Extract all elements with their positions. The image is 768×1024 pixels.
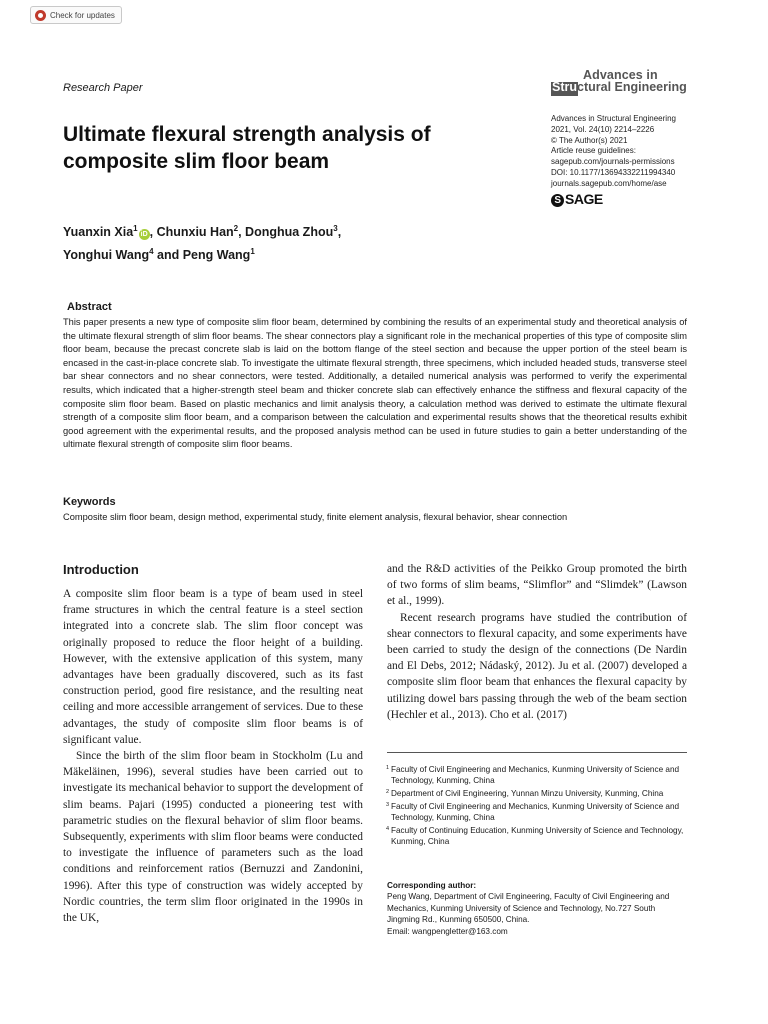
author-name[interactable]: Yuanxin Xia [63,225,134,239]
author-name[interactable]: Yonghui Wang [63,248,150,262]
corresponding-author-email[interactable]: Email: wangpengletter@163.com [387,926,508,936]
paragraph: Recent research programs have studied the contribution of shear connectors to flexural capacity, and some experiments have been carried to study the design of the connections (De Nardin and El Debs, 2012; Nádaský, 2012). Ju et al. (2007) developed a composite slim floor beam that enhances the flexural capacity by utilizing dowel bars passing through the web of the beam section (Hechler et al., 2013). Cho et al. (2017) [387,611,687,721]
introduction-heading: Introduction [63,562,139,577]
check-for-updates-label: Check for updates [50,10,115,20]
journal-name: Advances in Structural Engineering [551,114,676,123]
doi-link[interactable]: DOI: 10.1177/13694332211994340 [551,167,676,177]
body-column-left [63,586,363,926]
keywords-text: Composite slim floor beam, design method, experimental study, finite element analysis, flexural behavior, shear connection [63,512,568,522]
keywords-heading: Keywords [63,496,116,508]
sage-icon: S [551,194,564,207]
crossmark-icon [35,10,46,21]
journal-logo-line2: Structural Engineering [552,80,687,94]
corresponding-author-heading: Corresponding author: [387,881,477,890]
abstract-heading: Abstract [67,301,112,313]
body-column-right [387,561,687,723]
corresponding-author [387,880,687,937]
footnote: 2 Department of Civil Engineering, Yunnan Minzu University, Kunming, China [386,789,664,798]
check-for-updates-badge[interactable] [30,6,122,24]
author-name[interactable]: and Peng Wang [153,248,251,262]
abstract-text: This paper presents a new type of composite slim floor beam, determined by combining the results of an experimental study and theoretical analysis of the ultimate flexural strength of slim floor beams. The shear connectors play a significant role in the mechanical properties of this type of composite slim floor beam, because the precast concrete slab is laid on the bottom flange of the steel section and because the upper portion of the steel beam is encased in the cast-in-place concrete slab. To investigate the ultimate flexural strength, three specimens, which included headed studs, transverse steel bar shear connectors and no shear connectors, were tested. Additionally, a detailed numerical analysis was performed to verify the experimental results, which indicated that a higher-strength steel beam and thicker concrete slab can effectively enhance the stiffness and flexural capacity of the composite slim floor beam. Based on plastic mechanics and limit analysis theory, a calculation method was derived to estimate the ultimate flexural strength of a composite slim floor beam, and a comparison between the calculation and experimental results shows that the theoretical results exhibit good agreement with the experimental results, and the proposed analysis method can be used in future studies to gain a better understanding of the ultimate flexural strength of composite slim floor beams. [63,317,687,450]
journal-home-link[interactable]: journals.sagepub.com/home/ase [551,178,667,188]
journal-logo [551,68,691,98]
journal-logo-line1: Advances in [583,68,658,82]
author-name[interactable]: , Donghua Zhou [238,225,334,239]
paragraph: and the R&D activities of the Peikko Group promoted the birth of two forms of slim beams, “Slimflor” and “Slimdek” (Lawson et al., 1999). [387,563,687,608]
footnote: 3 Faculty of Civil Engineering and Mechanics, Kunming University of Science and Technology, Kunming, China [386,802,680,822]
paragraph: Since the birth of the slim floor beam in Stockholm (Lu and Mäkeläinen, 1996), several studies have been carried out to investigate its mechanical behavior to support the development of slim beams. Pajari (1995) conducted a pioneering test with parametric studies on the flexural behavior of slim floor beams. Subsequently, experiments with slim floor beams were conducted to investigate the influence of parameters such as the load conditions and reinforcement ratios (Bernuzzi and Zandonini, 1996). After this type of construction was widely accepted by Nordic countries, the term slim floor originated in the 1990s in the UK, [63,750,363,925]
affiliation-footnotes [387,764,687,849]
copyright: © The Author(s) 2021 [551,135,628,145]
author-name[interactable]: , Chunxiu Han [149,225,234,239]
reuse-label: Article reuse guidelines: [551,146,636,156]
paper-title: Ultimate flexural strength analysis of composite slim floor beam [63,123,431,173]
journal-volume: 2021, Vol. 24(10) 2214–2226 [551,124,655,134]
sage-logo: S SAGE [551,191,603,207]
paragraph: A composite slim floor beam is a type of beam used in steel frame structures in which the central feature is a steel section integrated into a concrete slab. The slim floor concept was originally proposed to reduce the floor height of a building. However, with the extensive application of this system, many advantages have been gradually discovered, such as its fast construction period, good fire resistance, and the resulting neat ceiling and more accessible arrangement of services. Due to these advantages, the study of composite slim floor beams is of significant value. [63,588,363,746]
footnote: 1 Faculty of Civil Engineering and Mechanics, Kunming University of Science and Technology, Kunming, China [386,765,680,785]
journal-info [551,114,676,190]
author-list: Yuanxin Xia$^1$iD , Chunxiu Han$^2$, Donghua Zhou$^3$, Yonghui Wang$^4$ and Peng Wang$^1$ [63,224,342,262]
footnote-divider [387,752,687,753]
paper-type: Research Paper [63,82,143,94]
corresponding-author-address: Peng Wang, Department of Civil Engineering, Faculty of Civil Engineering and Mechanics, Kunming University of Science and Technology, No.727 South Jingming Rd., Kunming 650500, China. [387,892,670,925]
permissions-link[interactable]: sagepub.com/journals-permissions [551,157,675,167]
footnote: 4 Faculty of Continuing Education, Kunming University of Science and Technology, Kunming, China [386,826,684,846]
orcid-icon[interactable]: iD [140,231,148,238]
